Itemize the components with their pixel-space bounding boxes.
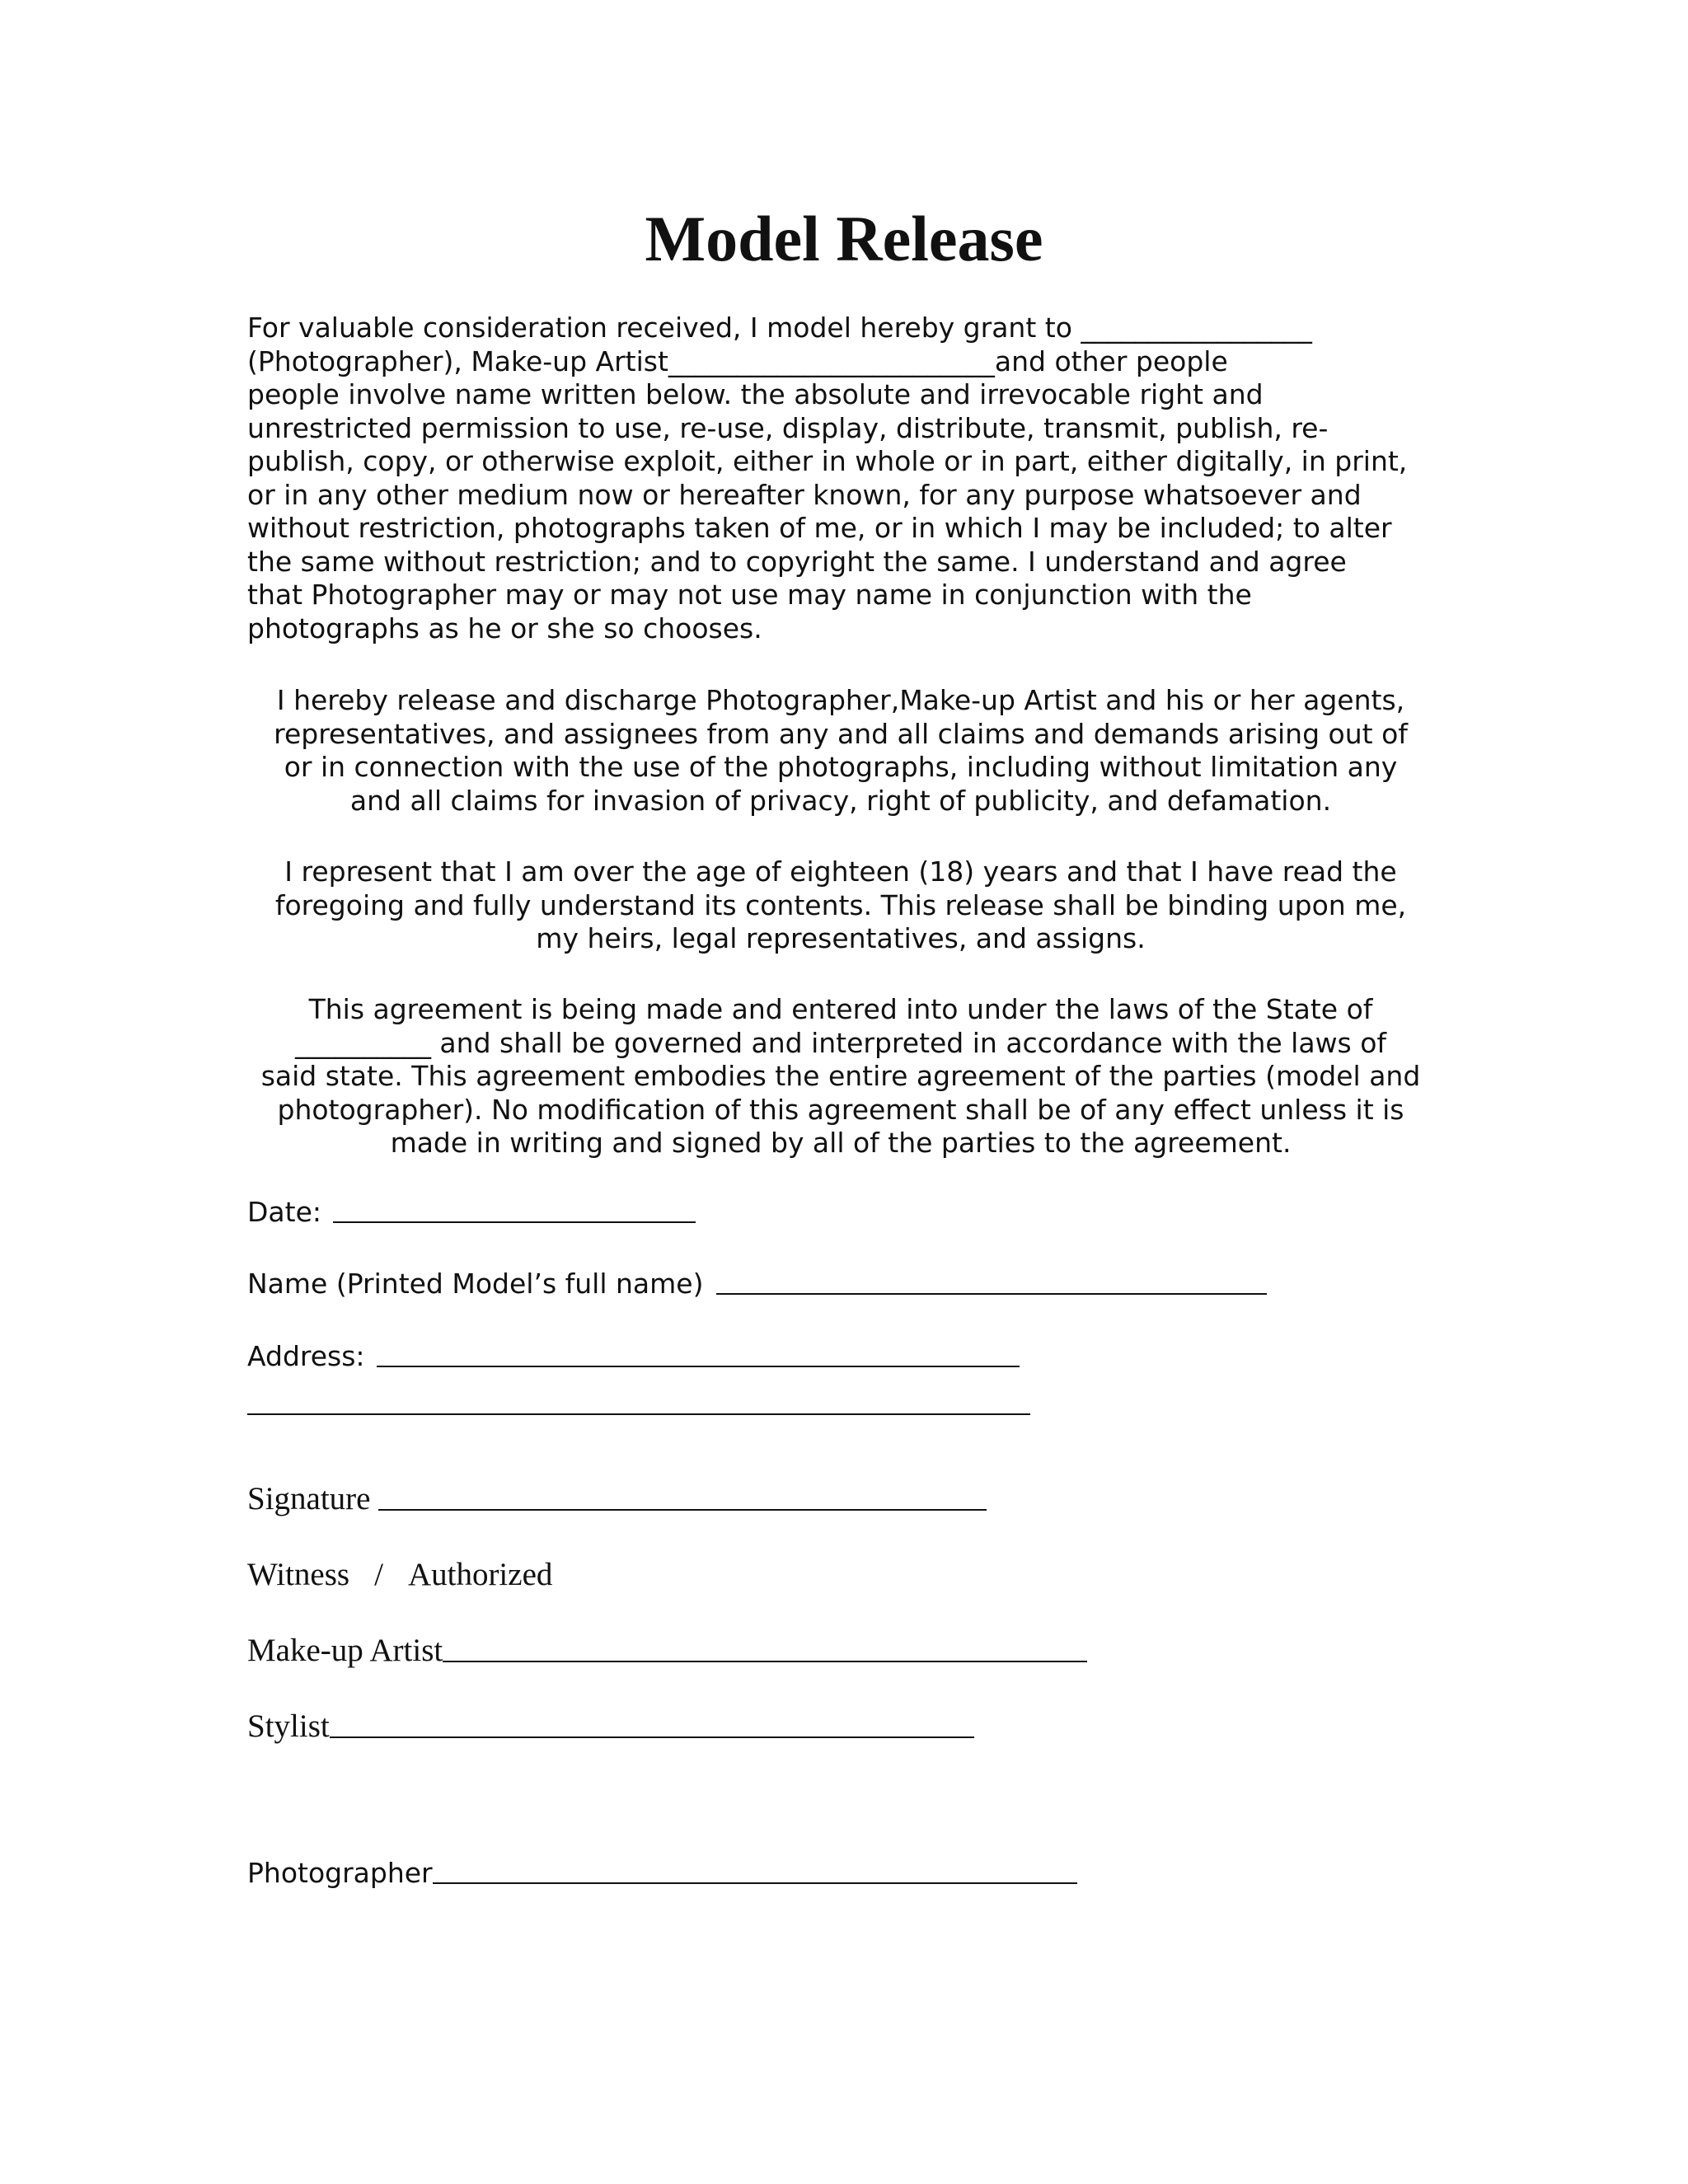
paragraph-line: photographs as he or she so chooses. bbox=[247, 612, 762, 644]
makeup-artist-line[interactable] bbox=[443, 1660, 1087, 1662]
address-field bbox=[247, 1339, 1020, 1374]
paragraph-line: or in connection with the use of the photographs, including without limitation any bbox=[284, 751, 1398, 783]
photographer-label: Photographer bbox=[247, 1857, 433, 1889]
address-label: Address: bbox=[247, 1340, 365, 1372]
paragraph-line: made in writing and signed by all of the parties to the agreement. bbox=[390, 1127, 1292, 1159]
paragraph-line: __________ and shall be governed and interpreted in accordance with the laws of bbox=[294, 1026, 1387, 1059]
paragraph-line: photographer). No modification of this agreement shall be of any effect unless it is bbox=[277, 1093, 1404, 1126]
name-field bbox=[247, 1267, 1267, 1301]
paragraph-line: This agreement is being made and entered into under the laws of the State of bbox=[308, 993, 1373, 1025]
age-paragraph bbox=[239, 855, 1442, 956]
paragraph-line: I represent that I am over the age of eighteen (18) years and that I have read the bbox=[284, 855, 1397, 888]
photographer-field bbox=[247, 1856, 1077, 1891]
paragraph-line: the same without restriction; and to copyright the same. I understand and agree bbox=[247, 545, 1347, 578]
stylist-label: Stylist bbox=[247, 1708, 330, 1744]
date-field bbox=[247, 1195, 696, 1230]
paragraph-line: representatives, and assignees from any and all claims and demands arising out of bbox=[274, 717, 1408, 750]
witness-heading bbox=[247, 1556, 552, 1594]
name-line[interactable] bbox=[716, 1292, 1267, 1295]
authorized-label: Authorized bbox=[407, 1557, 553, 1592]
paragraph-line: that Photographer may or may not use may name in conjunction with the bbox=[247, 579, 1252, 611]
paragraph-line: or in any other medium now or hereafter known, for any purpose whatsoever and bbox=[247, 478, 1362, 511]
release-paragraph bbox=[239, 684, 1442, 818]
photographer-line[interactable] bbox=[433, 1882, 1077, 1884]
paragraph-line: foregoing and fully understand its contents. This release shall be binding upon me, bbox=[274, 888, 1407, 921]
signature-label: Signature bbox=[247, 1481, 371, 1516]
name-label: Name (Printed Model’s full name) bbox=[247, 1268, 704, 1300]
paragraph-line: people involve name written below. the absolute and irrevocable right and bbox=[247, 378, 1264, 410]
address-second-field bbox=[247, 1411, 1030, 1413]
document-title: Model Release bbox=[645, 203, 1043, 274]
makeup-artist-label: Make-up Artist bbox=[247, 1633, 443, 1668]
witness-label: Witness bbox=[247, 1557, 350, 1592]
stylist-field bbox=[247, 1708, 974, 1746]
grant-paragraph bbox=[247, 312, 1451, 645]
paragraph-line: said state. This agreement embodies the entire agreement of the parties (model and bbox=[260, 1060, 1421, 1092]
signature-field bbox=[247, 1480, 987, 1518]
witness-separator: / bbox=[374, 1557, 383, 1592]
address-line[interactable] bbox=[377, 1365, 1020, 1367]
paragraph-line: and all claims for invasion of privacy, right of publicity, and defamation. bbox=[349, 784, 1332, 817]
makeup-artist-field bbox=[247, 1632, 1087, 1670]
paragraph-line: I hereby release and discharge Photographer,Make-up Artist and his or her agents, bbox=[276, 684, 1405, 716]
date-line[interactable] bbox=[333, 1221, 696, 1223]
date-label: Date: bbox=[247, 1196, 321, 1228]
address-line-2[interactable] bbox=[247, 1413, 1030, 1415]
stylist-line[interactable] bbox=[330, 1736, 974, 1738]
paragraph-line: (Photographer), Make-up Artist________________________and other people bbox=[247, 344, 1228, 377]
paragraph-line: For valuable consideration received, I model hereby grant to _________________ bbox=[247, 312, 1312, 344]
paragraph-line: publish, copy, or otherwise exploit, either in whole or in part, either digitally, in print, bbox=[247, 445, 1408, 477]
governing-law-paragraph bbox=[239, 993, 1442, 1160]
paragraph-line: my heirs, legal representatives, and assigns. bbox=[536, 922, 1146, 954]
paragraph-line: unrestricted permission to use, re-use, display, distribute, transmit, publish, re- bbox=[247, 411, 1329, 444]
paragraph-line: without restriction, photographs taken of me, or in which I may be included; to alter bbox=[247, 512, 1392, 544]
signature-line[interactable] bbox=[378, 1508, 987, 1511]
